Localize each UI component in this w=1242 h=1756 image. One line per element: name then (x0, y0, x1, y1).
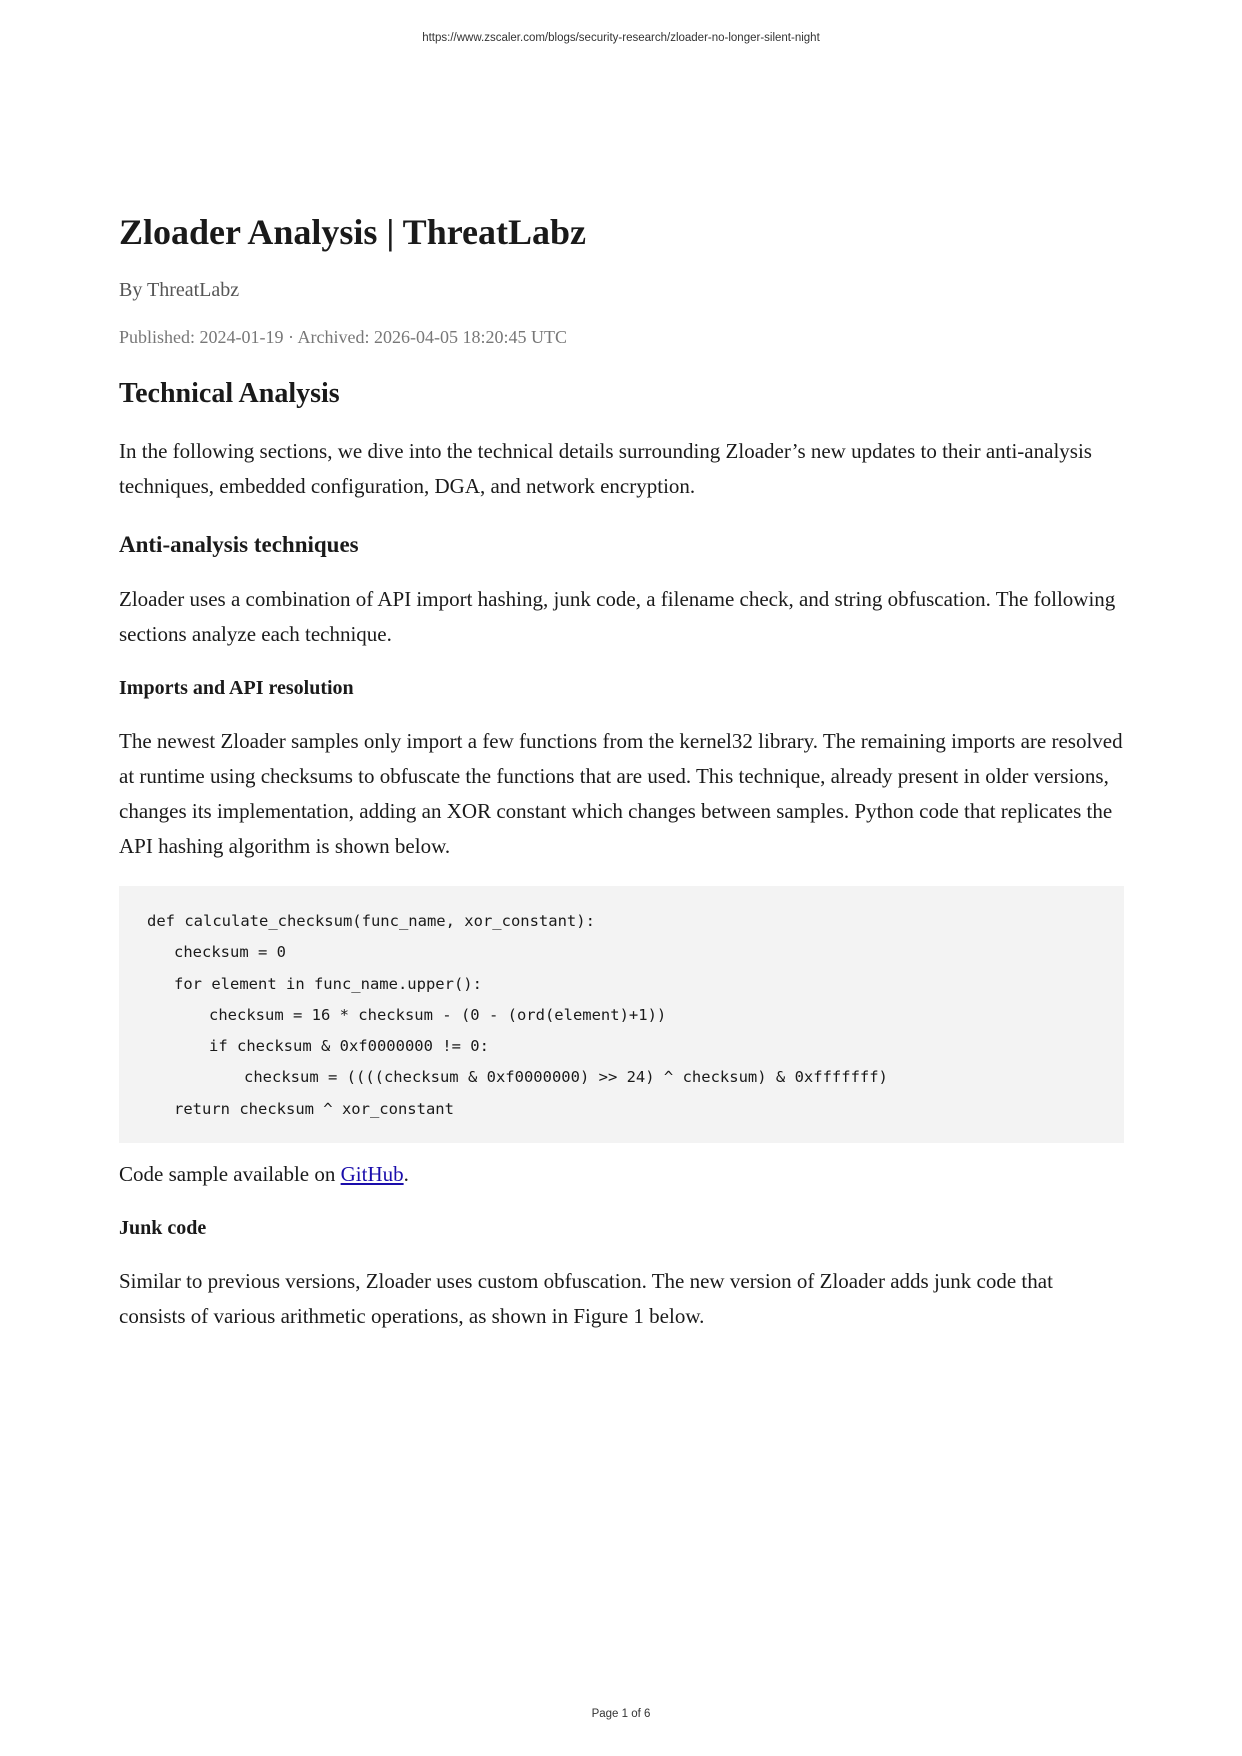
intro-paragraph: In the following sections, we dive into the technical details surrounding Zloader’s new updates to their anti-analysis techniques, embedded configuration, DGA, and network encryption. (119, 439, 1092, 498)
code-block (119, 886, 1124, 1143)
imports-paragraph: The newest Zloader samples only import a few functions from the kernel32 library. The remaining imports are resolved at runtime using checksums to obfuscate the functions that are used. This technique, already present in older versions, changes its implementation, adding an XOR constant which changes between samples. Python code that replicates the API hashing algorithm is shown below. (119, 729, 1123, 858)
code-sample-note (119, 1157, 1124, 1192)
github-link[interactable]: GitHub (340, 1162, 404, 1187)
junk-code-paragraph: Similar to previous versions, Zloader uses custom obfuscation. The new version of Zloader adds junk code that consists of various arithmetic operations, as shown in Figure 1 below. (119, 1269, 1053, 1329)
code-line: def calculate_checksum(func_name, xor_constant): (147, 912, 595, 930)
code-line: if checksum & 0xf0000000 != 0: (209, 1037, 489, 1056)
section-heading-junk-code: Junk code (119, 1217, 207, 1240)
article-meta: Published: 2024-01-19 · Archived: 2026-04-05 18:20:45 UTC (119, 327, 567, 347)
code-line: return checksum ^ xor_constant (174, 1099, 454, 1118)
page-number: Page 1 of 6 (591, 1708, 651, 1720)
page-url-header: https://www.zscaler.com/blogs/security-research/zloader-no-longer-silent-night (422, 32, 820, 44)
article-title: Zloader Analysis | ThreatLabz (119, 212, 587, 252)
code-line: for element in func_name.upper(): (174, 974, 482, 993)
section-heading-imports: Imports and API resolution (119, 677, 354, 699)
code-line: checksum = ((((checksum & 0xf0000000) >> 24) ^ checksum) & 0xfffffff) (244, 1068, 888, 1087)
article-byline: By ThreatLabz (119, 279, 240, 301)
code-sample-prefix: Code sample available on (119, 1162, 341, 1187)
article (119, 210, 1124, 1334)
code-line: checksum = 16 * checksum - (0 - (ord(element)+1)) (209, 1005, 667, 1024)
code-sample-suffix: . (403, 1162, 409, 1187)
section-heading-anti-analysis: Anti-analysis techniques (119, 532, 359, 557)
code-line: checksum = 0 (174, 943, 286, 962)
section-heading-technical-analysis: Technical Analysis (119, 378, 340, 409)
anti-analysis-paragraph: Zloader uses a combination of API import hashing, junk code, a filename check, and string obfuscation. The following sections analyze each technique. (119, 587, 1116, 646)
